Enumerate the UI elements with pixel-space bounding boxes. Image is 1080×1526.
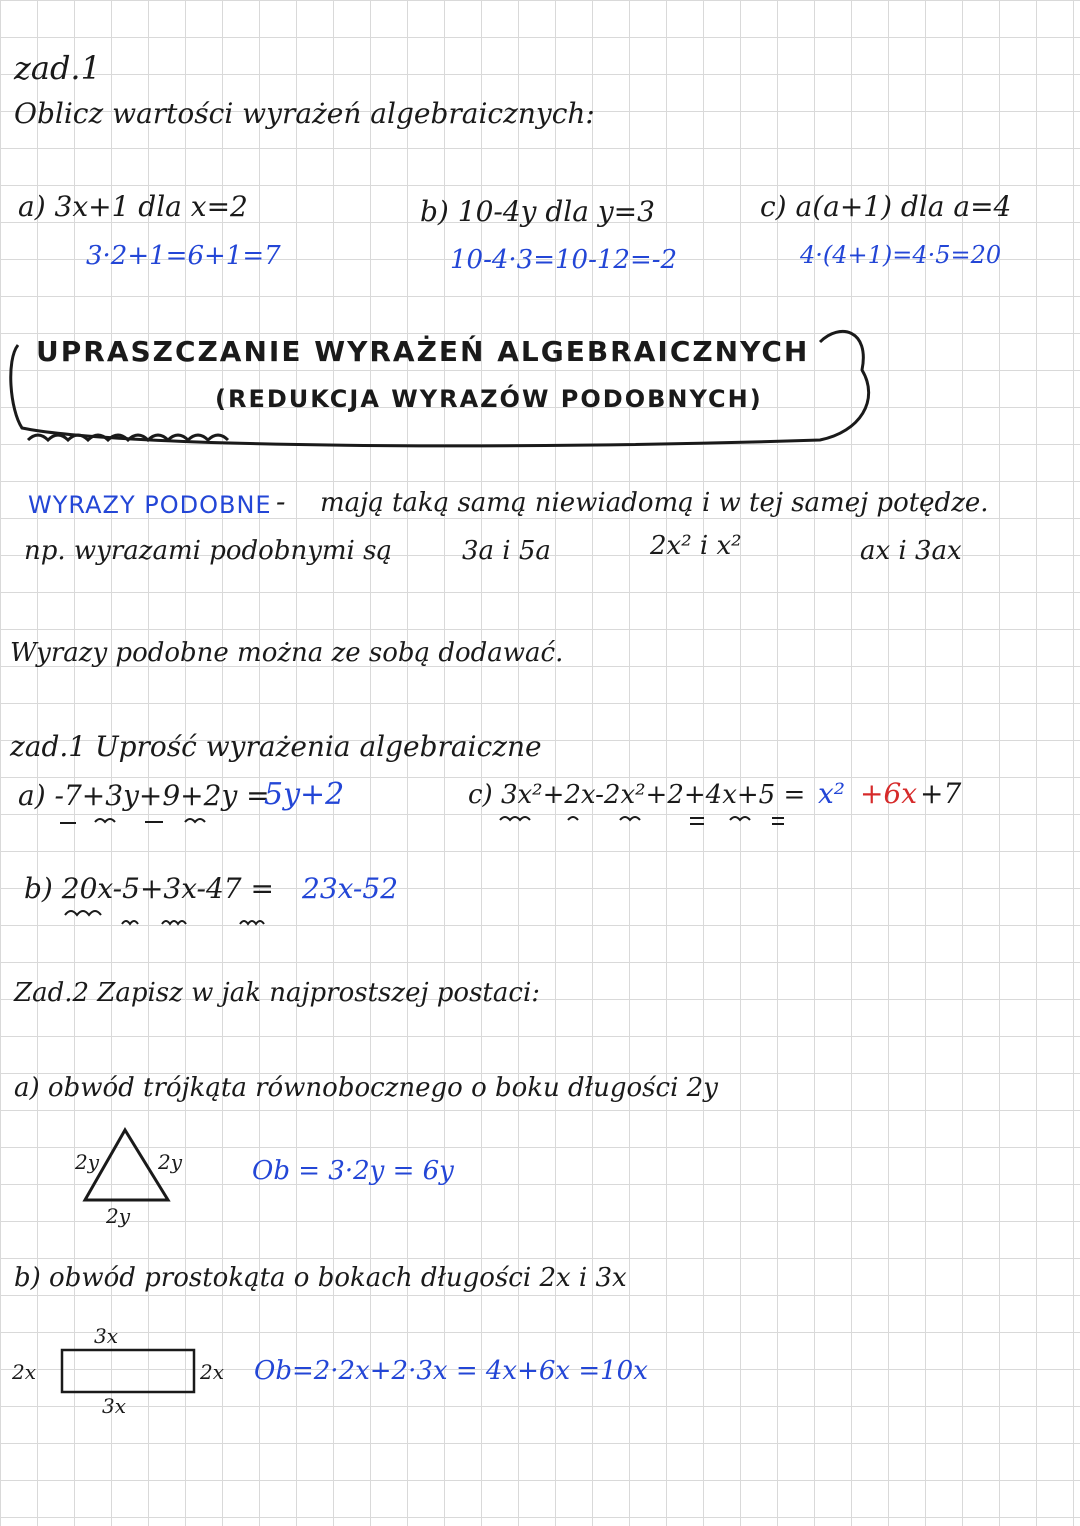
rect-left-label: 2x [12,1360,37,1384]
banner-line2: (REDUKCJA WYRAZÓW PODOBNYCH) [215,385,763,413]
zad1b-c-result-6x: +6x [860,777,918,810]
definition-text: mają taką samą niewiadomą i w tej samej potędze. [320,488,989,518]
definition-note: Wyrazy podobne można ze sobą dodawać. [10,638,564,668]
zad1b-c-result-const: +7 [920,777,962,810]
zad1b-a-task: a) -7+3y+9+2y = [18,779,270,812]
rectangle-shape [62,1350,194,1392]
zad2-a-task: a) obwód trójkąta równobocznego o boku długości 2y [14,1073,718,1103]
zad1b-a-result: 5y+2 [264,777,345,812]
rect-right-label: 2x [200,1360,225,1384]
zad1-b-task: b) 10-4y dla y=3 [420,195,655,228]
zad1-a-task: a) 3x+1 dla x=2 [18,190,248,223]
definition-example-1: 3a i 5a [462,536,551,566]
zad1-c-task: c) a(a+1) dla a=4 [760,190,1012,223]
definition-term: WYRAZY PODOBNE [28,491,272,519]
underline-marks-c [500,817,784,824]
zad2-heading: Zad.2 Zapisz w jak najprostszej postaci: [14,978,541,1008]
banner-line1: UPRASZCZANIE WYRAŻEŃ ALGEBRAICZNYCH [36,335,810,368]
definition-example-2: 2x² i x² [650,531,742,561]
zad1-instruction: Oblicz wartości wyrażeń algebraicznych: [14,97,595,130]
zad2-b-task: b) obwód prostokąta o bokach długości 2x i 3x [14,1263,627,1293]
underline-marks-a [60,819,205,823]
rect-top-label: 3x [94,1324,119,1348]
rect-bottom-label: 3x [102,1394,127,1418]
zad1b-b-result: 23x-52 [302,872,399,905]
definition-example-3: ax i 3ax [860,536,962,566]
zad1-c-solution: 4·(4+1)=4·5=20 [800,241,1002,269]
triangle-side-right: 2y [158,1150,183,1174]
zad1b-heading: zad.1 Uprość wyrażenia algebraiczne [10,730,542,763]
definition-example-intro: np. wyrazami podobnymi są [24,536,392,566]
zad2-b-solution: Ob=2·2x+2·3x = 4x+6x =10x [254,1356,648,1386]
underline-marks-b [65,911,264,924]
zad1b-c-result-x2: x² [818,777,846,810]
zad1b-b-task: b) 20x-5+3x-47 = [24,872,274,905]
zad1-heading: zad.1 [14,49,101,87]
triangle-side-left: 2y [75,1150,100,1174]
zad2-a-solution: Ob = 3·2y = 6y [252,1156,454,1186]
triangle-side-bottom: 2y [106,1204,131,1228]
zad1-b-solution: 10-4·3=10-12=-2 [450,245,678,275]
definition-dash: - [276,485,286,518]
zad1-a-solution: 3·2+1=6+1=7 [86,241,281,271]
zad1b-c-task: c) 3x²+2x-2x²+2+4x+5 = [468,780,806,810]
